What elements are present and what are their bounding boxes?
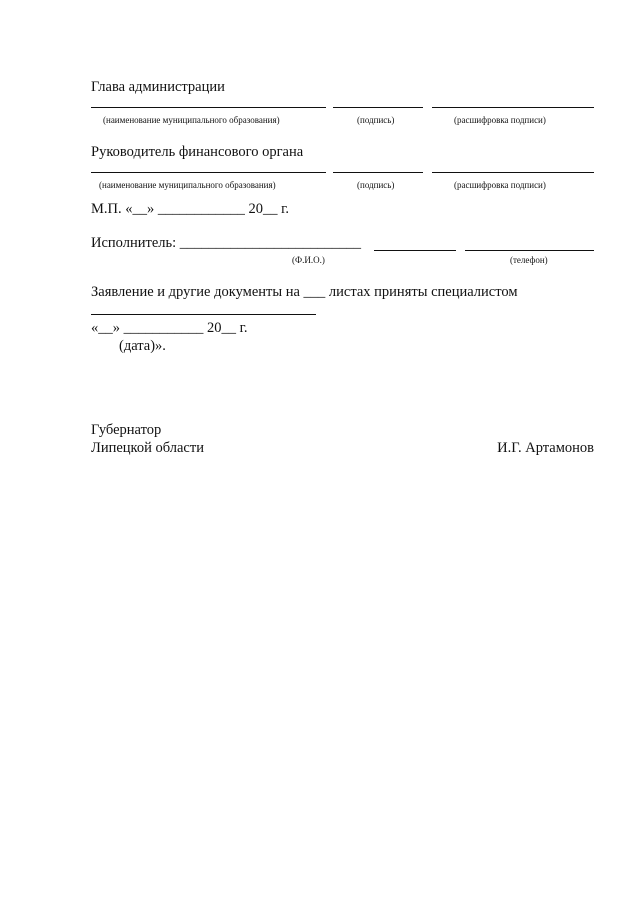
caption-signature-1: (подпись) bbox=[357, 115, 395, 125]
statement-date-line: «__» ___________ 20__ г. bbox=[91, 320, 248, 336]
signature-line-2 bbox=[333, 172, 423, 173]
signature-decoding-line-1 bbox=[432, 107, 594, 108]
municipality-line-2 bbox=[91, 172, 326, 173]
signature-line-1 bbox=[333, 107, 423, 108]
caption-signature-2: (подпись) bbox=[357, 180, 395, 190]
caption-fio: (Ф.И.О.) bbox=[292, 255, 325, 265]
caption-municipality-1: (наименование муниципального образования) bbox=[103, 115, 280, 125]
governor-name: И.Г. Артамонов bbox=[497, 440, 594, 456]
statement-line: Заявление и другие документы на ___ листах приняты специалистом bbox=[91, 284, 518, 300]
signature-decoding-line-2 bbox=[432, 172, 594, 173]
governor-title-line2: Липецкой области bbox=[91, 440, 204, 456]
municipality-line-1 bbox=[91, 107, 326, 108]
statement-date-caption: (дата)». bbox=[119, 338, 166, 354]
stamp-line: М.П. «__» ____________ 20__ г. bbox=[91, 201, 290, 217]
governor-title-line1: Губернатор bbox=[91, 422, 162, 438]
caption-phone: (телефон) bbox=[510, 255, 548, 265]
executor-phone-line bbox=[465, 250, 594, 251]
executor-label: Исполнитель: _________________________ bbox=[91, 235, 362, 251]
caption-municipality-2: (наименование муниципального образования) bbox=[99, 180, 276, 190]
caption-decoding-1: (расшифровка подписи) bbox=[454, 115, 546, 125]
executor-fio-line-tail bbox=[374, 250, 456, 251]
section2-heading: Руководитель финансового органа bbox=[91, 144, 304, 160]
section1-heading: Глава администрации bbox=[91, 79, 225, 95]
specialist-line bbox=[91, 314, 316, 315]
caption-decoding-2: (расшифровка подписи) bbox=[454, 180, 546, 190]
